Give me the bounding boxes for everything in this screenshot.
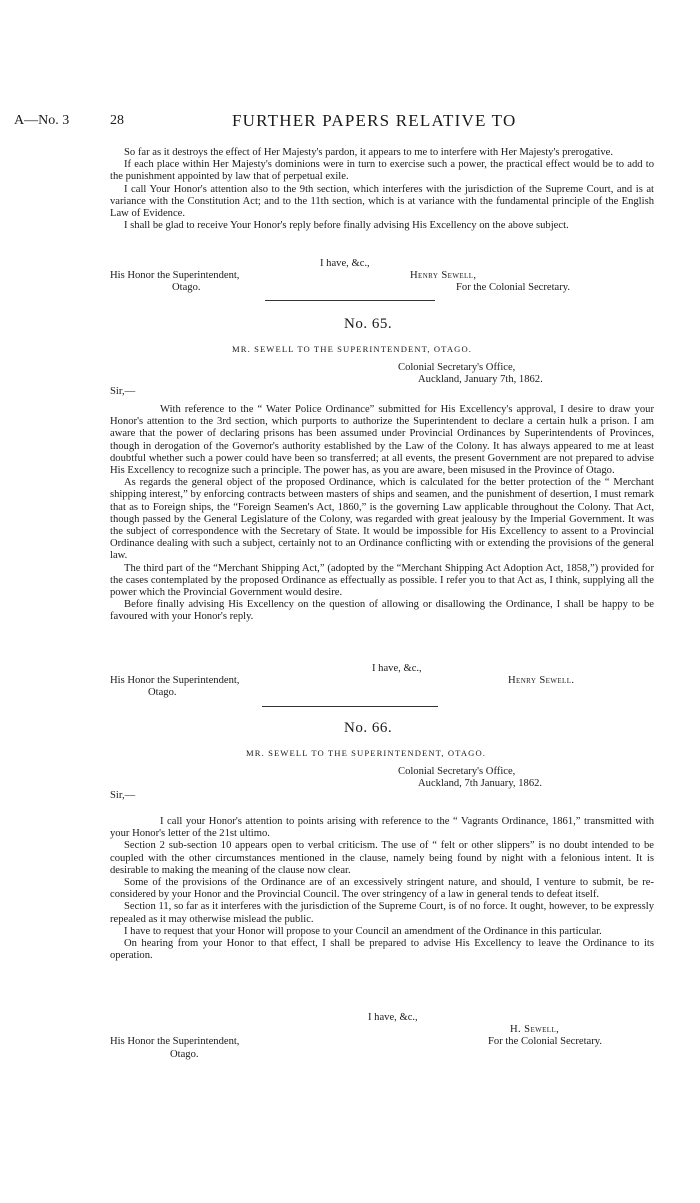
letter-caption: MR. SEWELL TO THE SUPERINTENDENT, OTAGO. — [246, 748, 487, 758]
paragraph: I have to request that your Honor will propose to your Council an amendment of the Ordinance in this particular. — [124, 925, 602, 937]
page-number: 28 — [110, 113, 124, 128]
paragraph: The third part of the “Merchant Shipping Act,” (adopted by the “Merchant Shipping Act Adoption Act, 1858,”) provided for the cases contemplated by the proposed Ordinance as effectually as possible. I refer you to that Act as, I think, supplying all the power which the Provincial Government would desire. — [110, 562, 654, 599]
letter-caption: MR. SEWELL TO THE SUPERINTENDENT, OTAGO. — [232, 344, 473, 354]
letter-body — [110, 816, 654, 962]
paragraph: I call Your Honor's attention also to the 9th section, which interferes with the jurisdiction of the Supreme Court, and is at variance with the Constitution Act; and to the 11th section, which is at variance with the fundamental principle of the English Law of Evidence. — [110, 183, 654, 220]
salutation: Sir,— — [110, 386, 136, 398]
paragraph: I call your Honor's attention to points arising with reference to the “ Vagrants Ordinance, 1861,” transmitted with your Honor's letter of the 21st ultimo. — [110, 816, 654, 840]
paragraph: If each place within Her Majesty's dominions were in turn to exercise such a power, the practical effect would be to add to the punishment appointed by law that of perpetual exile. — [110, 159, 654, 183]
section-divider — [265, 300, 435, 301]
paragraph: Some of the provisions of the Ordinance are of an excessively stringent nature, and should, I venture to submit, be re-considered by your Honor and the Provincial Council. The over stringency of a law in general tends to defeat itself. — [110, 877, 654, 901]
closing: I have, &c., — [320, 258, 370, 269]
addressee: His Honor the Superintendent, — [110, 675, 240, 687]
closing: I have, &c., — [368, 1012, 418, 1023]
addressee-place: Otago. — [170, 1048, 199, 1060]
salutation: Sir,— — [110, 790, 136, 802]
letter-number: No. 66. — [344, 720, 393, 736]
paragraph: With reference to the “ Water Police Ordinance” submitted for His Excellency's approval, I desire to draw your Honor's attention to the 3rd section, which purports to authorize the Superintendent to declare a certain hulk a prison. I am aware that the power of declaring prisons has been assumed under Provincial Ordinances by Superintendents of Provinces, though in derogation of the Governor's authority established by the Law of the Colony. It has always appeared to me at least doubtful whether such a power could have been so transferred; at all events, the present Government are not prepared to advise His Excellency to recognize such a principle. The power has, as you are aware, been misused in the Province of Otago. — [110, 404, 654, 477]
addressee-place: Otago. — [172, 282, 201, 294]
signature: H. Sewell, — [510, 1024, 560, 1036]
continuation-closing-block — [110, 258, 654, 295]
letter-heading — [110, 362, 654, 399]
paragraph: As regards the general object of the proposed Ordinance, which is calculated for the better protection of the “ Merchant shipping interest,” by enforcing contracts between masters of ships and seamen, and the punishment of desertion, I must remark that as to Foreign ships, the “Foreign Seamen's Act, 1860,” is the governing Law applicable throughout the Colony. That Act, though passed by the General Legislature of the Colony, was regarded with great jealousy by the Imperial Government. It was the subject of correspondence with the Secretary of State. It would be impossible for His Excellency to assent to a Provincial Ordinance dealing with such a subject, certainly not to an Ordinance conflicting with or extending the provisions of the general law. — [110, 477, 654, 562]
paragraph: Before finally advising His Excellency on the question of allowing or disallowing the Ordinance, I shall be happy to be favoured with your Honor's reply. — [110, 599, 654, 623]
addressee: His Honor the Superintendent, — [110, 1036, 240, 1048]
place-date: Auckland, 7th January, 1862. — [418, 778, 543, 790]
letter-closing-block — [110, 1012, 654, 1061]
letter-body — [110, 404, 654, 624]
paragraph: So far as it destroys the effect of Her Majesty's pardon, it appears to me to interfere with Her Majesty's prerogative. — [124, 147, 614, 158]
office: Colonial Secretary's Office, — [398, 766, 516, 777]
place-date: Auckland, January 7th, 1862. — [418, 374, 543, 386]
signature-title: For the Colonial Secretary. — [488, 1036, 603, 1048]
letter-closing-block — [110, 663, 654, 700]
office: Colonial Secretary's Office, — [398, 362, 516, 373]
letter-number: No. 65. — [344, 316, 393, 332]
continuation-text — [110, 147, 654, 232]
signature: Henry Sewell, — [410, 270, 477, 282]
section-divider — [262, 706, 438, 707]
running-title: FURTHER PAPERS RELATIVE TO — [232, 111, 517, 130]
letter-heading — [110, 766, 654, 803]
paragraph: Section 11, so far as it interferes with the jurisdiction of the Supreme Court, is of no force. It ought, however, to be expressly repealed as it may otherwise mislead the public. — [110, 901, 654, 925]
signature: Henry Sewell. — [508, 675, 575, 687]
document-reference: A—No. 3 — [14, 113, 70, 128]
closing: I have, &c., — [372, 663, 422, 674]
addressee: His Honor the Superintendent, — [110, 270, 240, 282]
paragraph: On hearing from your Honor to that effect, I shall be prepared to advise His Excellency to leave the Ordinance to its operation. — [110, 938, 654, 962]
paragraph: Section 2 sub-section 10 appears open to verbal criticism. The use of “ felt or other slippers” is no doubt intended to be coupled with the other circumstances mentioned in the clause, namely being found by night with a felonious intent. It is desirable to making the meaning of the clause now clear. — [110, 840, 654, 876]
addressee-place: Otago. — [148, 687, 177, 699]
paragraph: I shall be glad to receive Your Honor's reply before finally advising His Excellency on the above subject. — [124, 220, 569, 232]
signature-title: For the Colonial Secretary. — [456, 282, 571, 294]
